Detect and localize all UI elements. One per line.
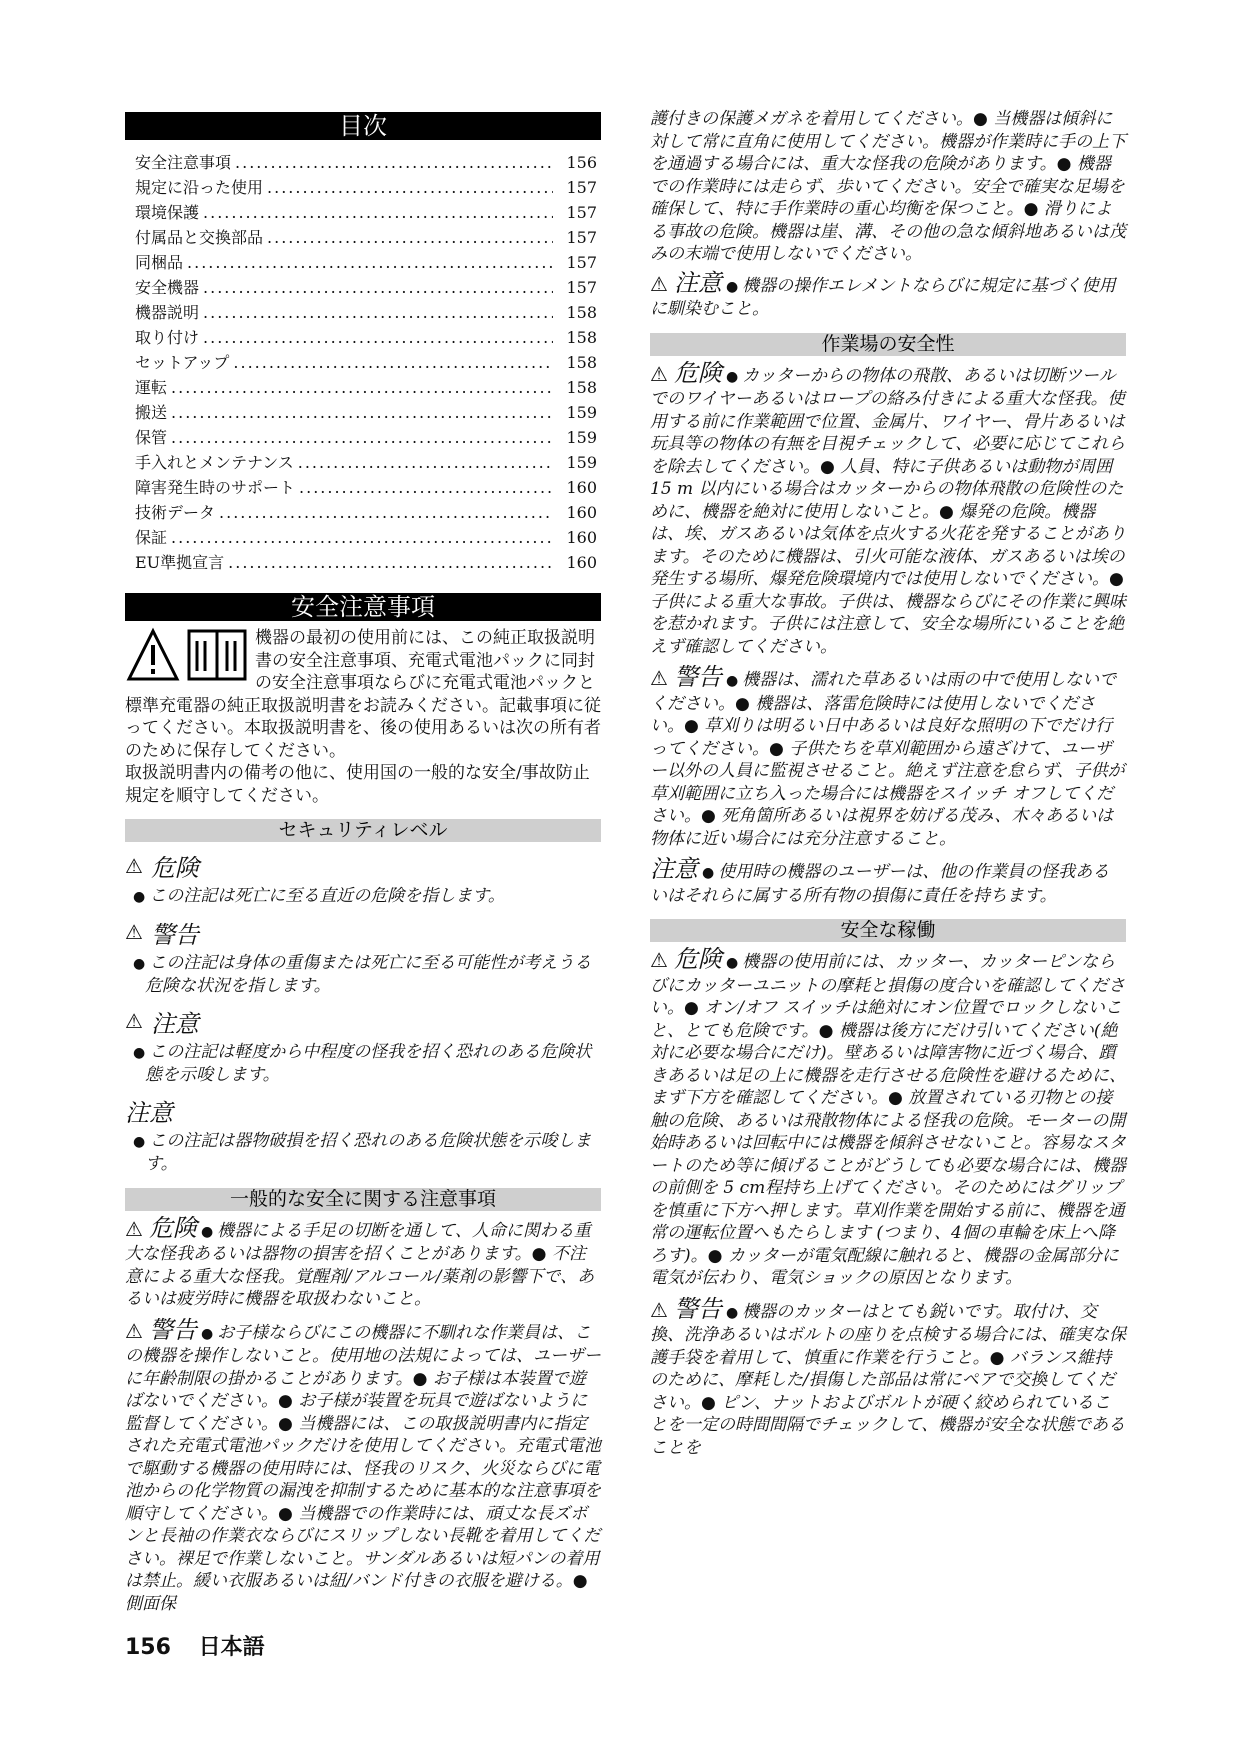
toc-leader [228, 550, 553, 575]
toc-item-label: 同梱品 [135, 253, 184, 272]
toc-item-label: 手入れとメンテナンス [135, 453, 294, 472]
table-of-contents [125, 150, 601, 575]
warning-triangle-icon: ⚠ [650, 948, 668, 972]
toc-leader [298, 450, 553, 475]
left-column [125, 112, 601, 1623]
toc-item-page: 159 [566, 428, 597, 447]
operation-caution-block: ⚠ 注意 ● 機器の操作エレメントならびに規定に基づく使用に馴染むこと。 [650, 268, 1116, 319]
security-levels-title: セキュリティレベル [125, 819, 601, 842]
toc-item [135, 375, 601, 400]
toc-item-page: 158 [566, 378, 597, 397]
toc-item-page: 157 [566, 203, 597, 222]
toc-item-page: 157 [566, 178, 597, 197]
toc-item-label: 付属品と交換部品 [135, 228, 264, 247]
warning-triangle-icon: ⚠ [650, 1297, 668, 1322]
toc-item [135, 150, 601, 175]
toc-item-label: 保証 [135, 528, 168, 547]
warning-triangle-icon: ⚠ [125, 1009, 143, 1033]
toc-leader [171, 425, 553, 450]
toc-leader [299, 475, 553, 500]
toc-item [135, 325, 601, 350]
safety-icons [125, 627, 255, 689]
continued-text: 護付きの保護メガネを着用してください。● 当機器は傾斜に対して常に直角に使用してください。機器が作業時に手の上下を通過する場合には、重大な怪我の危険があります。● 機器での作業時には走らず、歩いてください。安全で確実な足場を確保して、特に手作業時の重心均衡を保つこと。● 滑りによる事故の危険。機器は崖、溝、その他の急な傾斜地あるいは茂みの末端で使用しないでください。 [650, 109, 1126, 264]
toc-item [135, 175, 601, 200]
warning-triangle-icon: ⚠ [125, 1318, 143, 1343]
warning-triangle-icon: ⚠ [650, 666, 668, 690]
read-manual-icon [187, 627, 247, 683]
toc-item [135, 525, 601, 550]
toc-item-label: 障害発生時のサポート [135, 478, 296, 497]
toc-leader [233, 350, 553, 375]
toc-item-label: 搬送 [135, 403, 168, 422]
toc-leader [171, 400, 553, 425]
toc-item-label: 運転 [135, 378, 168, 397]
toc-item [135, 300, 601, 325]
toc-item-label: EU準拠宣言 [135, 553, 225, 572]
safety-intro-text: 機器の最初の使用前には、この純正取扱説明書の安全注意事項、充電式電池パックに同封の安全注意事項ならびに充電式電池パックと標準充電器の純正取扱説明書をお読みください。記載事項に従ってください。本取扱説明書を、後の使用あるいは次の所有者のために保存してください。 [125, 628, 601, 761]
workplace-title: 作業場の安全性 [650, 333, 1126, 356]
safety-intro-text-2: 取扱説明書内の備考の他に、使用国の一般的な安全/事故防止規定を順守してください。 [125, 763, 590, 806]
toc-item [135, 450, 601, 475]
toc-item-label: 保管 [135, 428, 168, 447]
level-caution: ⚠ 注意 [125, 1009, 199, 1038]
toc-item-label: 取り付け [135, 328, 200, 347]
toc-item [135, 200, 601, 225]
level-notice-text: ● この注記は器物破損を招く恐れのある危険状態を示唆します。 [133, 1130, 592, 1174]
toc-leader [267, 225, 553, 250]
warning-triangle-icon: ⚠ [650, 361, 668, 386]
level-danger-text: ● この注記は死亡に至る直近の危険を指します。 [133, 886, 505, 906]
toc-item-page: 157 [566, 278, 597, 297]
toc-leader [171, 525, 553, 550]
toc-leader [203, 200, 553, 225]
general-warning-block: ⚠ 警告 ● お子様ならびにこの機器に不馴れな作業員は、この機器を操作しないこと。使用地の法規によっては、ユーザーに年齢制限の掛かることがあります。● お子様は本装置で遊ばないでください。● お子様が装置を玩具で遊ばないように監督してください。● 当機器には、この取扱説明書内に指定された充電式電池パックだけを使用してください。充電式電池で駆動する機器の使用時には、怪我のリスク、火災ならびに電池からの化学物質の漏洩を抑制するために基本的な注意事項を順守してください。● 当機器での作業時には、頑丈な長ズボンと長袖の作業衣ならびにスリップしない長靴を着用してください。裸足で作業しないこと。サンダルあるいは短パンの着用は禁止。緩い衣服あるいは紐/バンド付きの衣服を避ける。● 側面保 [125, 1315, 601, 1614]
toc-item [135, 225, 601, 250]
safety-intro [125, 627, 601, 807]
toc-item-page: 157 [566, 228, 597, 247]
page-footer [125, 1630, 285, 1661]
toc-item-label: 技術データ [135, 503, 216, 522]
toc-leader [219, 500, 553, 525]
toc-item-label: 安全機器 [135, 278, 200, 297]
toc-item-page: 160 [566, 528, 597, 547]
warning-triangle-icon: ⚠ [125, 920, 143, 944]
toc-item [135, 475, 601, 500]
toc-item [135, 400, 601, 425]
warning-triangle-icon: ⚠ [125, 853, 143, 878]
toc-leader [203, 325, 553, 350]
general-safety-title: 一般的な安全に関する注意事項 [125, 1188, 601, 1211]
toc-item [135, 350, 601, 375]
toc-item-page: 158 [566, 328, 597, 347]
level-danger: ⚠ 危険 [125, 853, 199, 882]
toc-item [135, 550, 601, 575]
toc-item-label: 規定に沿った使用 [135, 178, 264, 197]
operation-warning-block: ⚠ 警告 ● 機器のカッターはとても鋭いです。取付け、交換、洗浄あるいはボルトの座りを点検する場合には、確実な保護手袋を着用して、慎重に作業を行うこと。● バランス維持のために、摩耗した/損傷した部品は常にペアで交換してください。● ピン、ナットおよびボルトが硬く絞められていることを一定の時間間隔でチェックして、機器が安全な状態であることを [650, 1294, 1126, 1458]
operation-title: 安全な稼働 [650, 919, 1126, 942]
workplace-warning-block: ⚠ 警告 ● 機器は、濡れた草あるいは雨の中で使用しないでください。● 機器は、落雷危険時には使用しないでください。● 草刈りは明るい日中あるいは良好な照明の下でだけ行ってください。● 子供たちを草刈範囲から遠ざけて、ユーザー以外の人員に監視させること。絶えず注意を怠らず、子供が草刈範囲に立ち入った場合には機器をスイッチ オフしてください。● 死角箇所あるいは視界を妨げる茂み、木々あるいは物体に近い場合には充分注意すること。 [650, 663, 1125, 849]
level-notice: 注意 [125, 1098, 173, 1127]
toc-item [135, 425, 601, 450]
level-warning: ⚠ 警告 [125, 920, 199, 949]
toc-item-page: 157 [566, 253, 597, 272]
right-column [650, 108, 1126, 1467]
level-caution-text: ● この注記は軽度から中程度の怪我を招く恐れのある危険状態を示唆します。 [133, 1041, 592, 1085]
security-levels [125, 848, 601, 1176]
toc-item [135, 275, 601, 300]
toc-leader [203, 300, 553, 325]
page-number: 156 [125, 1635, 171, 1660]
toc-leader [171, 375, 553, 400]
toc-item [135, 500, 601, 525]
level-warning-text: ● この注記は身体の重傷または死亡に至る可能性が考えうる危険な状況を指します。 [133, 952, 592, 996]
toc-title: 目次 [125, 112, 601, 140]
toc-leader [267, 175, 553, 200]
toc-item-page: 156 [566, 153, 597, 172]
toc-item-page: 160 [566, 478, 597, 497]
operation-danger-block: ⚠ 危険 ● 機器の使用前には、カッター、カッターピンならびにカッターユニットの摩耗と損傷の度合いを確認してください。● オン/オフ スイッチは絶対にオン位置でロックしないこと、とても危険です。● 機器は後方にだけ引いてください(絶対に必要な場合にだけ)。壁あるいは障害物に近づく場合、躓きあるいは足の上に機器を走行させる危険性を避けるために、まず下方を確認してください。● 放置されている刃物との接触の危険、あるいは飛散物体による怪我の危険。モーターの開始時あるいは回転中には機器を傾斜させないこと。容易なスタートのため等に傾げることがどうしても必要な場合には、機器の前側を 5 cm程持ち上げてください。そのためにはグリップを慎重に下方へ押します。草刈作業を開始する前に、機器を通常の運転位置へもたらします (つまり、4個の車輪を床上へ降ろす)。● カッターが電気配線に触れると、機器の金属部分に電気が伝わり、電気ショックの原因となります。 [650, 945, 1126, 1288]
toc-item-page: 159 [566, 403, 597, 422]
toc-leader [235, 150, 553, 175]
toc-item-page: 159 [566, 453, 597, 472]
toc-item-page: 160 [566, 553, 597, 572]
toc-leader [203, 275, 553, 300]
toc-item [135, 250, 601, 275]
general-danger-block: ⚠ 危険 ● 機器による手足の切断を通して、人命に関わる重大な怪我あるいは器物の損害を招くことがあります。● 不注意による重大な怪我。覚醒剤/アルコール/薬剤の影響下で、あるいは疲労時に機器を取扱わないこと。 [125, 1213, 595, 1309]
safety-title: 安全注意事項 [125, 593, 601, 621]
warning-triangle-icon: ⚠ [650, 271, 668, 296]
toc-leader [187, 250, 553, 275]
workplace-danger-block: ⚠ 危険 ● カッターからの物体の飛散、あるいは切断ツールでのワイヤーあるいはロープの絡み付きによる重大な怪我。使用する前に作業範囲で位置、金属片、ワイヤー、骨片あるいは玩具等の物体の有無を目視チェックして、必要に応じてこれらを除去してください。● 人員、特に子供あるいは動物が周囲 15 m 以内にいる場合はカッターからの物体飛散の危険性のために、機器を絶対に使用しないこと。● 爆発の危険。機器は、埃、ガスあるいは気体を点火する火花を発することがあります。そのために機器は、引火可能な液体、ガスあるいは埃の発生する場所、爆発危険環境内では使用しないでください。● 子供による重大な事故。子供は、機器ならびにその作業に興味を惹かれます。子供には注意して、安全な場所にいることを絶えず確認してください。 [650, 358, 1126, 657]
toc-item-label: 環境保護 [135, 203, 200, 222]
toc-item-page: 158 [566, 303, 597, 322]
toc-item-label: 機器説明 [135, 303, 200, 322]
workplace-caution-block: 注意 ● 使用時の機器のユーザーは、他の作業員の怪我あるいはそれらに属する所有物の損傷に責任を持ちます。 [650, 855, 1110, 906]
toc-item-page: 160 [566, 503, 597, 522]
language-label: 日本語 [198, 1635, 265, 1660]
warning-triangle-icon: ⚠ [125, 1216, 143, 1241]
toc-item-label: セットアップ [135, 353, 230, 372]
toc-item-page: 158 [566, 353, 597, 372]
toc-item-label: 安全注意事項 [135, 153, 232, 172]
